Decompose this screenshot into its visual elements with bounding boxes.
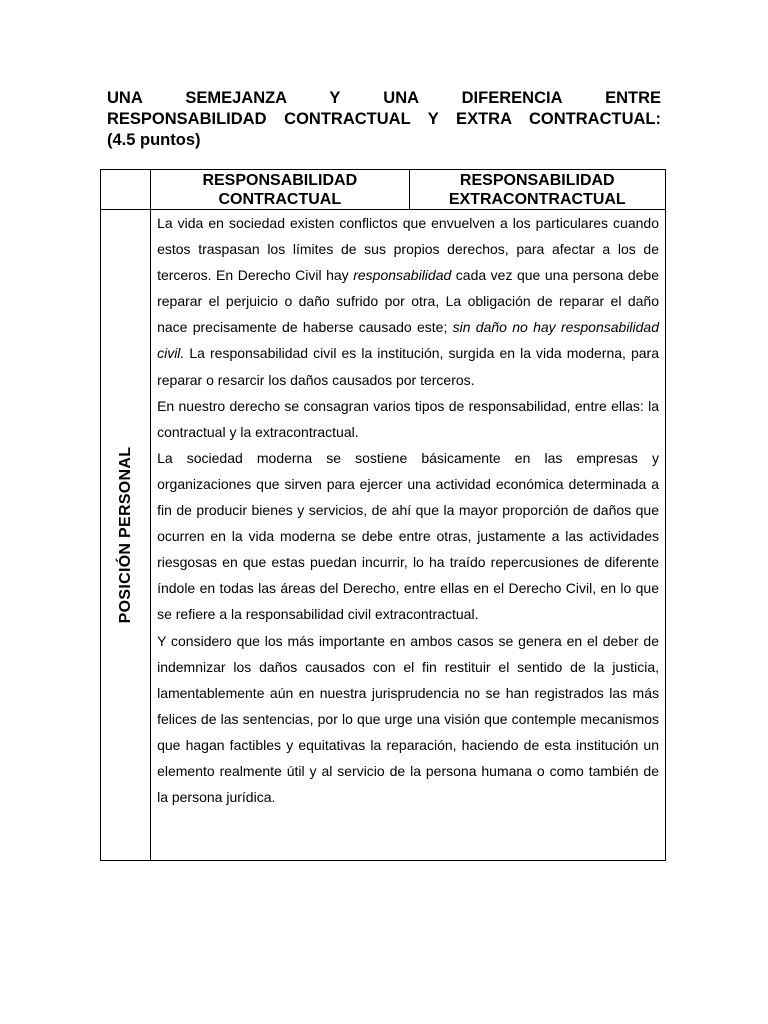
table-body-row: [101, 210, 666, 861]
document-heading: [107, 88, 661, 151]
heading-line-1: UNA SEMEJANZA Y UNA DIFERENCIA ENTRE: [107, 89, 661, 107]
paragraph-1-emphasis-sin-dano: sin daño no hay responsabilidad civil.: [157, 319, 660, 362]
table-corner-cell: [101, 170, 151, 210]
header-extracontractual-line-2: EXTRACONTRACTUAL: [448, 191, 626, 208]
heading-line-2: RESPONSABILIDAD CONTRACTUAL Y EXTRA CONTRACTUAL:: [107, 110, 661, 128]
position-text-cell: [151, 210, 666, 861]
heading-line-3: (4.5 puntos): [107, 131, 201, 149]
row-label-cell: [101, 210, 151, 861]
paragraph-2: En nuestro derecho se consagran varios tipos de responsabilidad, entre ellas: la contractual y la extracontractual.: [157, 397, 659, 440]
paragraph-1-emphasis-responsabilidad: responsabilidad: [353, 267, 452, 284]
header-extracontractual-line-1: RESPONSABILIDAD: [459, 172, 615, 189]
paragraph-1-part-e: La responsabilidad civil es la institución, surgida en la vida moderna, para reparar o resarcir los daños causados por terceros.: [157, 345, 659, 388]
row-label: POSICIÓN PERSONAL: [116, 446, 134, 624]
header-contractual-line-1: RESPONSABILIDAD: [202, 172, 358, 189]
paragraph-1-part-a: La vida en sociedad existen conflictos que envuelven a los particulares cuando estos traspasan los límites de sus propios derechos, para afectar a los de terceros. En Derecho Civil hay: [157, 215, 659, 284]
header-extracontractual: [409, 170, 665, 210]
paragraph-4: Y considero que los más importante en ambos casos se genera en el deber de indemnizar los daños causados con el fin restituir el sentido de la justicia, lamentablemente aún en nuestra jurisprudencia no se han registrados las más felices de las sentencias, por lo que urge una visión que contemple mecanismos que hagan factibles y equitativas la reparación, haciendo de esta institución un elemento realmente útil y al servicio de la persona humana o como también de la persona jurídica.: [157, 632, 659, 806]
paragraph-3: La sociedad moderna se sostiene básicamente en las empresas y organizaciones que sirven para ejercer una actividad económica determinada a fin de producir bienes y servicios, de ahí que la mayor proporción de daños que ocurren en la vida moderna se debe entre otras, justamente a las actividades riesgosas en que estas puedan incurrir, lo ha traído repercusiones de diferente índole en todas las áreas del Derecho, entre ellas en el Derecho Civil, en lo que se refiere a la responsabilidad civil extracontractual.: [157, 449, 659, 623]
header-contractual: [151, 170, 409, 210]
comparison-table: [100, 169, 666, 861]
table-header-row: [101, 170, 666, 210]
paragraph-1: [157, 210, 659, 393]
header-contractual-line-2: CONTRACTUAL: [218, 191, 342, 208]
paragraph-1-part-c: cada vez que una persona debe reparar el perjuicio o daño sufrido por otra, La obligación de reparar el daño nace precisamente de haberse causado este;: [157, 267, 660, 336]
